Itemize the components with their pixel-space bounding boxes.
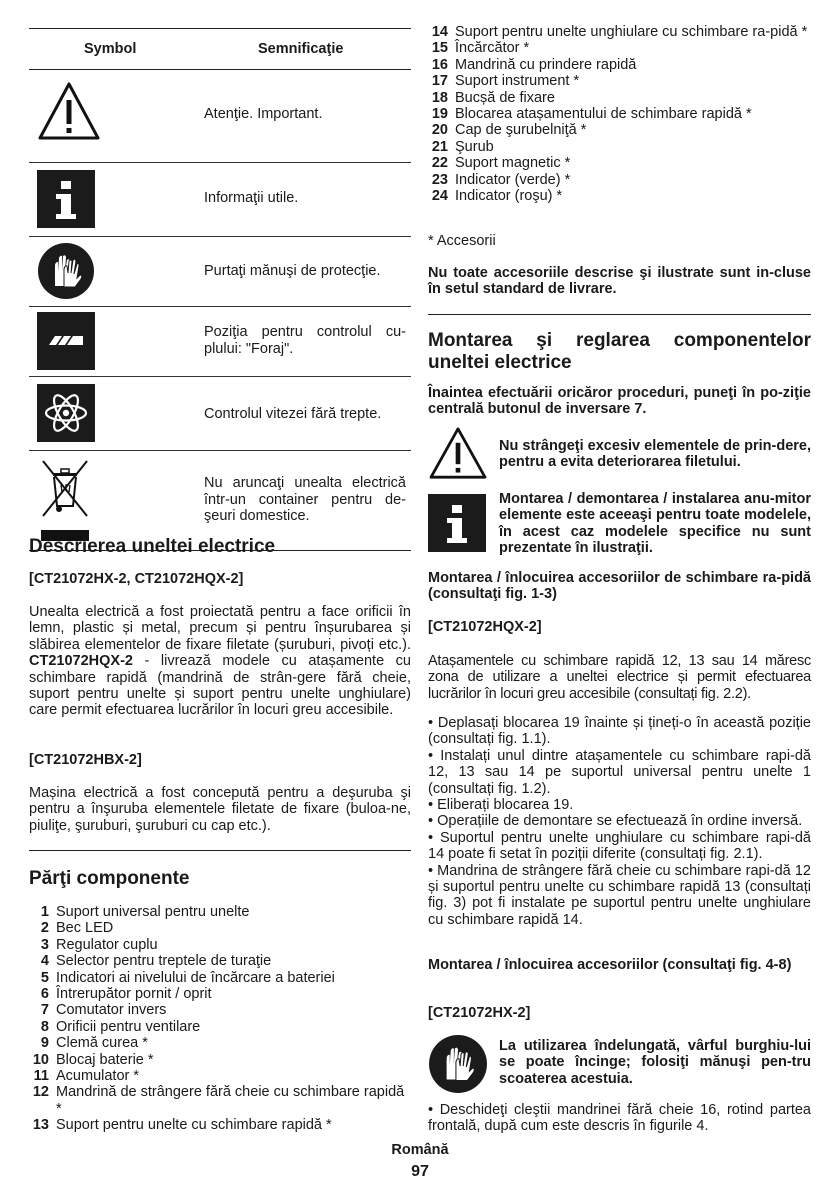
part-label: Blocaj baterie * [56,1051,154,1068]
part-number: 18 [431,89,448,106]
symbol-row-gloves [29,236,411,307]
part-number: 7 [40,1002,49,1019]
part-number: 20 [431,122,448,139]
part-number: 23 [431,171,448,188]
symbol-meaning: Nu aruncaţi unealta electrică într-un container pentru de-şeuri domestice. [204,475,406,524]
part-label: Acumulator * [56,1068,140,1085]
part-item [428,155,811,171]
header-meaning: Semnificaţie [258,41,344,57]
part-label: Regulator cuplu [56,936,158,953]
part-number: 16 [431,56,448,73]
info-text: Montarea / demontarea / instalarea anu-mitor elemente este aceeaşi pentru toate modelele, în acest caz modelele specifice nu sunt prezentate în ilustraţii. [499,491,811,557]
parts-list [29,904,411,1134]
part-item [29,1002,411,1018]
header-symbol: Symbol [84,41,137,57]
part-item [428,188,811,204]
warning-triangle-icon [428,426,488,480]
model-label: [CT21072HQX-2] [428,619,542,635]
page-number: 97 [411,1163,429,1180]
instruction-list [428,715,811,928]
symbol-meaning: Controlul vitezei fără trepte. [204,406,382,422]
section-heading-assembly: Montarea şi reglarea componentelor uneltei electrice [428,330,811,373]
part-number: 9 [40,1035,49,1052]
part-item [29,937,411,953]
parts-list [428,24,811,204]
crossed-bin-icon [39,458,91,544]
part-item [29,1084,411,1117]
instruction-item: • Operațiile de demontare se efectuează în ordine inversă. [428,813,803,830]
part-item [428,90,811,106]
part-item [428,106,811,122]
part-label: Indicator (roşu) * [455,188,563,205]
part-number: 14 [431,24,448,40]
part-label: Şurub [455,138,494,155]
part-label: Suport magnetic * [455,155,571,172]
part-item [428,40,811,56]
warning-triangle-icon [37,80,101,144]
part-number: 3 [40,936,49,953]
part-item [29,1035,411,1051]
subheading-accessories: Montarea / înlocuirea accesoriilor (consultaţi fig. 4-8) [428,957,792,973]
instruction-item: • Eliberați blocarea 19. [428,797,574,814]
part-number: 2 [40,920,49,937]
part-number: 6 [40,986,49,1003]
part-item [29,1019,411,1035]
footer-language: Română [391,1142,449,1158]
part-number: 5 [40,969,49,986]
instruction-item: • Deplasați blocarea 19 înainte și țineți-o în această poziție (consultați fig. 1.1). [428,715,811,748]
part-number: 4 [40,953,49,970]
part-label: Bucșă de fixare [455,89,555,106]
part-item [428,57,811,73]
model-label: [CT21072HX-2, CT21072HQX-2] [29,571,244,587]
gloves-warning-text: La utilizarea îndelungată, vârful burghiu-lui se poate încinge; folosiţi mănuşi pen-tru scoaterea acestuia. [499,1038,811,1087]
section-heading-description: Descrierea uneltei electrice [29,536,276,557]
part-label: Bec LED [56,920,114,937]
part-number: 15 [431,40,448,57]
part-number: 11 [33,1068,49,1085]
symbol-table-header [29,28,411,70]
symbol-table [29,28,411,524]
part-item [29,1068,411,1084]
instruction-item: • Instalați unul dintre atașamentele cu schimbare rapi-dă 12, 13 sau 14 pe suportul universal pentru unelte 1 (consultați fig. 1.2). [428,747,811,797]
symbol-row-drill-mode [29,306,411,377]
part-label: Cap de şurubelniţă * [455,122,587,139]
instruction-item: • Suportul pentru unelte unghiulare cu schimbare rapi-dă 14 poate fi setat în poziții diferite (consultați fig. 2.1). [428,829,811,863]
symbol-meaning: Poziţia pentru controlul cu-plului: "Foraj". [204,324,406,357]
part-item [29,904,411,920]
section-divider [428,314,811,315]
part-label: Suport pentru unelte unghiulare cu schimbare ra-pidă * [455,24,808,40]
part-item [29,1117,411,1133]
part-label: Încărcător * [455,40,530,57]
info-icon [37,170,95,228]
part-label: Selector pentru treptele de turaţie [56,953,272,970]
part-label: Mandrină de strângere fără cheie cu schimbare rapidă * [56,1084,405,1117]
symbol-meaning: Purtaţi mănuşi de protecţie. [204,263,381,279]
part-item [428,24,811,40]
instruction-item: • Mandrina de strângere fără cheie cu schimbare rapi-dă 12 și suportul pentru unelte cu schimbare rapidă 13 (consultați fig. 3) pot fi instalate pe suportul pentru unelte unghiulare cu schimbare rapidă 14. [428,862,811,928]
assembly-intro: Înaintea efectuării oricăror proceduri, puneţi în po-ziţie centrală butonul de inversare 7. [428,385,811,418]
model-label: [CT21072HBX-2] [29,752,142,768]
part-item [428,172,811,188]
section-divider [29,850,411,851]
part-label: Blocarea atașamentului de schimbare rapidă * [455,106,752,123]
part-number: 12 [32,1084,49,1101]
part-label: Clemă curea * [56,1035,148,1052]
model-label: [CT21072HX-2] [428,1005,531,1021]
part-item [29,986,411,1002]
part-item [428,73,811,89]
part-label: Indicator (verde) * [455,171,571,188]
part-number: 22 [431,155,448,172]
info-icon [428,494,486,552]
symbol-meaning: Atenţie. Important. [204,106,323,122]
part-label: Suport instrument * [455,73,580,90]
description-paragraph: Mașina electrică a fost concepută pentru a deşuruba şi pentru a înşuruba elementele filetate de fixare (buloa-ne, piuliţe, şuruburi, şuruburi cu cap etc.). [29,785,411,834]
part-item [29,1052,411,1068]
part-label: Întrerupător pornit / oprit [56,986,212,1003]
gloves-icon [37,242,95,300]
subheading-quick-change: Montarea / înlocuirea accesoriilor de schimbare ra-pidă (consultaţi fig. 1-3) [428,570,811,603]
part-number: 24 [431,188,448,205]
part-item [428,122,811,138]
symbol-row-speed-control [29,376,411,451]
gloves-icon [428,1034,488,1094]
warning-text: Nu strângeţi excesiv elementele de prin-dere, pentru a evita deteriorarea filetului. [499,438,811,471]
symbol-row-info [29,162,411,237]
part-item [29,953,411,969]
part-item [428,139,811,155]
part-number: 21 [431,138,448,155]
part-item [29,920,411,936]
symbol-meaning: Informaţii utile. [204,190,299,206]
symbol-row-warning [29,68,411,163]
part-label: Orificii pentru ventilare [56,1018,201,1035]
part-number: 19 [431,106,448,123]
not-included-note: Nu toate accesoriile descrise şi ilustrate sunt in-cluse în setul standard de livrare. [428,265,811,298]
part-label: Mandrină cu prindere rapidă [455,56,637,73]
part-number: 8 [40,1018,49,1035]
open-chuck-instruction: • Deschideţi cleştii mandrinei fără cheie 16, rotind partea frontală, după cum este descris în figurile 4. [428,1102,811,1135]
description-paragraph: Unealta electrică a fost proiectată pentru a face orificii în lemn, plastic și metal, precum și pentru înșurubarea și slăbirea elementelor de fixare filetate (șuruburi, pivoți etc.). CT21072HQX-2 - livrează modele cu atașamente cu schimbare rapidă (mandrină de strân-gere fără cheie, suport pentru unelte și suport pentru unelte unghiulare) care permit efectuarea lucrărilor în locuri greu accesibile. [29,604,411,719]
part-number: 13 [32,1117,49,1134]
part-label: Indicatori ai nivelului de încărcare a bateriei [56,969,335,986]
part-number: 1 [40,904,49,920]
part-item [29,970,411,986]
part-number: 10 [32,1051,49,1068]
part-label: Suport universal pentru unelte [56,904,250,920]
part-number: 17 [431,73,448,90]
part-label: Suport pentru unelte cu schimbare rapidă * [56,1117,332,1134]
accessories-note: * Accesorii [428,233,496,249]
part-label: Comutator invers [56,1002,167,1019]
speed-control-icon [37,384,95,442]
drill-mode-icon [37,312,95,370]
quick-change-intro: Atașamentele cu schimbare rapidă 12, 13 sau 14 măresc zona de utilizare a uneltei electrice și permit efectuarea lucrărilor în locuri greu accesibile (consultați fig. 2.2). [428,653,811,702]
section-heading-parts: Părţi componente [29,868,190,889]
